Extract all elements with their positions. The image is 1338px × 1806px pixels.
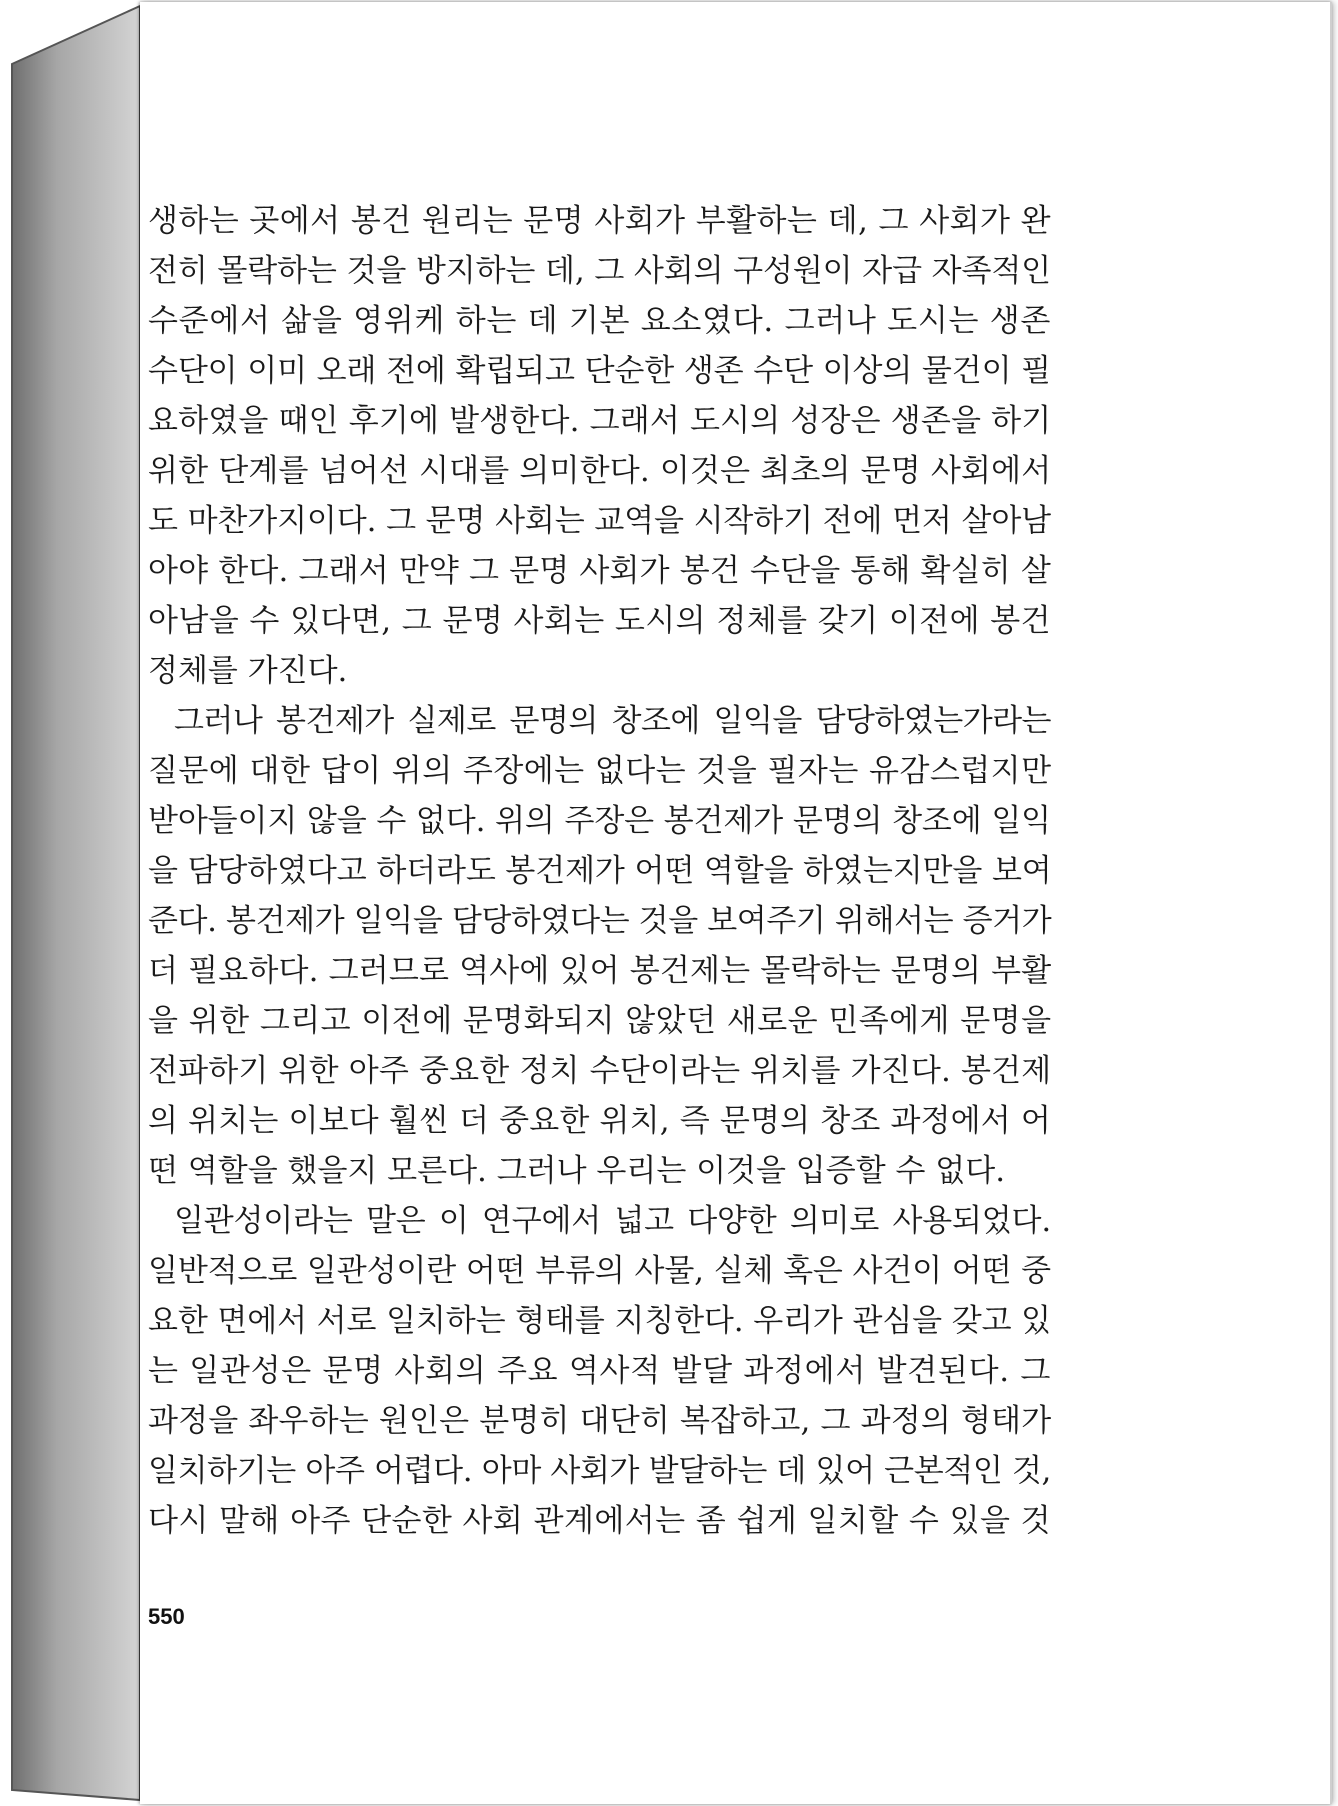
text-line: 더 필요하다. 그러므로 역사에 있어 봉건제는 몰락하는 문명의 부활 [148,953,1052,989]
text-line: 요하였을 때인 후기에 발생한다. 그래서 도시의 성장은 생존을 하기 [148,403,1052,439]
text-line: 아야 한다. 그래서 만약 그 문명 사회가 봉건 수단을 통해 확실히 살 [148,553,1051,589]
body-text [148,196,1051,1546]
text-line: 수단이 이미 오래 전에 확립되고 단순한 생존 수단 이상의 물건이 필 [148,353,1052,389]
text-line: 생하는 곳에서 봉건 원리는 문명 사회가 부활하는 데, 그 사회가 완 [148,203,1051,239]
text-line: 전파하기 위한 아주 중요한 정치 수단이라는 위치를 가진다. 봉건제 [148,1053,1052,1089]
text-line: 의 위치는 이보다 훨씬 더 중요한 위치, 즉 문명의 창조 과정에서 어 [148,1103,1051,1139]
text-line: 떤 역할을 했을지 모른다. 그러나 우리는 이것을 입증할 수 없다. [148,1153,1006,1189]
spine-face [12,6,140,1800]
text-line: 아남을 수 있다면, 그 문명 사회는 도시의 정체를 갖기 이전에 봉건 [148,603,1051,639]
text-line: 준다. 봉건제가 일익을 담당하였다는 것을 보여주기 위해서는 증거가 [148,903,1052,939]
text-line: 을 담당하였다고 하더라도 봉건제가 어떤 역할을 하였는지만을 보여 [148,853,1052,889]
text-line: 질문에 대한 답이 위의 주장에는 없다는 것을 필자는 유감스럽지만 [148,753,1052,789]
text-line: 그러나 봉건제가 실제로 문명의 창조에 일익을 담당하였는가라는 [174,703,1051,739]
text-line: 전히 몰락하는 것을 방지하는 데, 그 사회의 구성원이 자급 자족적인 [148,253,1052,289]
text-line: 다시 말해 아주 단순한 사회 관계에서는 좀 쉽게 일치할 수 있을 것 [148,1503,1051,1539]
paragraph-1 [148,196,1051,696]
page-number: 550 [148,1604,185,1629]
text-line: 도 마찬가지이다. 그 문명 사회는 교역을 시작하기 전에 먼저 살아남 [148,503,1052,539]
text-line: 과정을 좌우하는 원인은 분명히 대단히 복잡하고, 그 과정의 형태가 [148,1403,1052,1439]
paragraph-2 [148,696,1051,1196]
text-line: 정체를 가진다. [148,653,348,689]
text-line: 일반적으로 일관성이란 어떤 부류의 사물, 실체 혹은 사건이 어떤 중 [148,1253,1052,1289]
text-line: 위한 단계를 넘어선 시대를 의미한다. 이것은 최초의 문명 사회에서 [148,453,1052,489]
text-line: 일치하기는 아주 어렵다. 아마 사회가 발달하는 데 있어 근본적인 것, [148,1453,1051,1489]
text-line: 받아들이지 않을 수 없다. 위의 주장은 봉건제가 문명의 창조에 일익 [148,803,1052,839]
paragraph-3 [148,1196,1051,1546]
text-line: 을 위한 그리고 이전에 문명화되지 않았던 새로운 민족에게 문명을 [148,1003,1052,1039]
text-line: 는 일관성은 문명 사회의 주요 역사적 발달 과정에서 발견된다. 그 [148,1353,1052,1389]
text-line: 일관성이라는 말은 이 연구에서 넓고 다양한 의미로 사용되었다. [174,1203,1051,1239]
text-line: 수준에서 삶을 영위케 하는 데 기본 요소였다. 그러나 도시는 생존 [148,303,1052,339]
text-line: 요한 면에서 서로 일치하는 형태를 지칭한다. 우리가 관심을 갖고 있 [148,1303,1052,1339]
